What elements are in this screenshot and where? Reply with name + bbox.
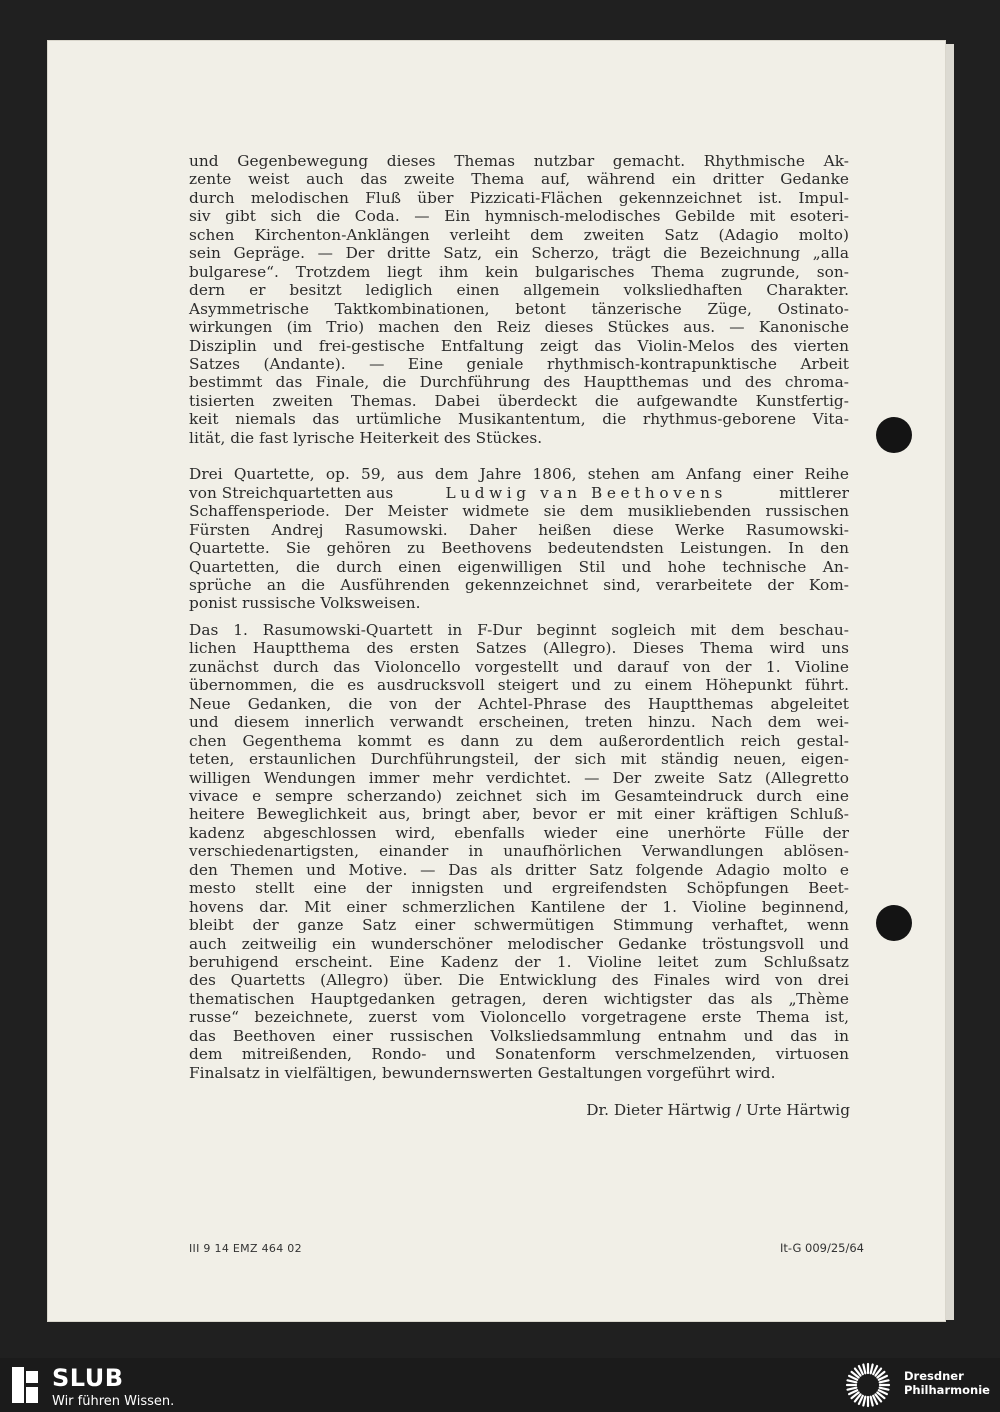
print-code-right: It-G 009/25/64	[779, 1241, 864, 1255]
text-line: sein Gepräge. — Der dritte Satz, ein Scherzo, trägt die Bezeichnung „alla	[189, 244, 849, 263]
punch-hole-bottom	[876, 905, 912, 941]
paragraph-1	[189, 152, 849, 447]
text-line: russe“ bezeichnete, zuerst vom Violoncello vorgetragene erste Thema ist,	[189, 1008, 849, 1027]
text-line: Schaffensperiode. Der Meister widmete sie dem musikliebenden russischen	[189, 502, 849, 521]
text-line: lichen Hauptthema des ersten Satzes (Allegro). Dieses Thema wird uns	[189, 639, 849, 658]
text-line: Fürsten Andrej Rasumowski. Daher heißen diese Werke Rasumowski-	[189, 520, 849, 539]
logo-ray	[880, 1388, 889, 1390]
text-line: Disziplin und frei-gestische Entfaltung zeigt das Violin-Melos des vierten	[189, 336, 849, 355]
text-line: des Quartetts (Allegro) über. Die Entwicklung des Finales wird von drei	[189, 971, 849, 990]
text-line: Neue Gedanken, die von der Achtel-Phrase des Hauptthemas abgeleitet	[189, 694, 849, 713]
text-line: das Beethoven einer russischen Volksliedsammlung entnahm und das in	[189, 1026, 849, 1045]
text-line: siv gibt sich die Coda. — Ein hymnisch-melodisches Gebilde mit esoteri-	[189, 207, 849, 226]
logo-ray	[848, 1388, 857, 1390]
text-line: Quartetten, die durch einen eigenwilligen Stil und hohe technische An-	[189, 557, 849, 576]
philharmonie-name-line-2: Philharmonie	[904, 1383, 990, 1397]
paragraph-3	[189, 621, 849, 1082]
text-line: dem mitreißenden, Rondo- und Sonatenform verschmelzenden, virtuosen	[189, 1045, 849, 1064]
text-line: bestimmt das Finale, die Durchführung des Hauptthemas und des chroma-	[189, 373, 849, 392]
logo-ray	[848, 1380, 857, 1382]
text-line: keit niemals das urtümliche Musikantentum, die rhythmus-geborene Vita-	[189, 410, 849, 429]
text-line: kadenz abgeschlossen wird, ebenfalls wieder eine unerhörte Fülle der	[189, 823, 849, 842]
text-line: tisierten zweiten Themas. Dabei überdeckt die aufgewandte Kunstfertig-	[189, 391, 849, 410]
footer-bar	[0, 1358, 1000, 1412]
text-line: vivace e sempre scherzando) zeichnet sich im Gesamteindruck durch eine	[189, 786, 849, 805]
paragraph-2-line: Drei Quartette, op. 59, aus dem Jahre 1806, stehen am Anfang einer Reihe	[189, 465, 849, 484]
logo-ray	[863, 1365, 865, 1374]
text-line: Finalsatz in vielfältigen, bewundernswerten Gestaltungen vorgeführt wird.	[189, 1063, 776, 1082]
text-line: Asymmetrische Taktkombinationen, betont tänzerische Züge, Ostinato-	[189, 299, 849, 318]
logo-ray	[880, 1380, 889, 1382]
text-line: bulgarese“. Trotzdem liegt ihm kein bulgarisches Thema zugrunde, son-	[189, 262, 849, 281]
text-line: Das 1. Rasumowski-Quartett in F-Dur beginnt sogleich mit dem beschau-	[189, 620, 849, 639]
text-line: teten, erstaunlichen Durchführungsteil, der sich mit ständig neuen, eigen-	[189, 750, 849, 769]
text-line: durch melodischen Fluß über Pizzicati-Flächen gekennzeichnet ist. Impul-	[189, 188, 849, 207]
author-signature: Dr. Dieter Härtwig / Urte Härtwig	[586, 1101, 850, 1119]
article-body	[189, 152, 849, 1082]
text-line: dern er besitzt lediglich einen allgemein volksliedhaften Charakter.	[189, 281, 849, 300]
logo-ray	[871, 1397, 873, 1406]
paragraph-2-line-end: mittlerer	[774, 483, 849, 502]
text-line: chen Gegenthema kommt es dann zu dem außerordentlich reich gestal-	[189, 731, 849, 750]
text-line: schen Kirchenton-Anklängen verleiht dem zweiten Satz (Adagio molto)	[189, 225, 849, 244]
philharmonie-name-line-1: Dresdner	[904, 1369, 964, 1383]
philharmonie-name	[904, 1369, 990, 1397]
paragraph-2-line-start: von Streichquartetten aus	[189, 483, 399, 502]
text-line: mesto stellt eine der innigsten und ergreifendsten Schöpfungen Beet-	[189, 879, 849, 898]
text-line: sprüche an die Ausführenden gekennzeichnet sind, verarbeitete der Kom-	[189, 575, 849, 594]
paragraph-2-line	[189, 484, 849, 502]
slub-tagline: Wir führen Wissen.	[52, 1394, 175, 1409]
paragraph-2-rest	[189, 502, 849, 613]
text-line: den Themen und Motive. — Das als dritter Satz folgende Adagio molto e	[189, 860, 849, 879]
text-line: willigen Wendungen immer mehr verdichtet. — Der zweite Satz (Allegretto	[189, 768, 849, 787]
text-line: bleibt der ganze Satz einer schwermütigen Stimmung verhaftet, wenn	[189, 916, 849, 935]
text-line: Quartette. Sie gehören zu Beethovens bedeutendsten Leistungen. In den	[189, 539, 849, 558]
text-line: Satzes (Andante). — Eine geniale rhythmisch-kontrapunktische Arbeit	[189, 354, 849, 373]
slub-name: SLUB	[52, 1364, 124, 1392]
paragraph-2	[189, 465, 849, 613]
text-line: zente weist auch das zweite Thema auf, während ein dritter Gedanke	[189, 170, 849, 189]
text-line: lität, die fast lyrische Heiterkeit des Stückes.	[189, 428, 543, 447]
text-line: auch zeitweilig ein wunderschöner melodischer Gedanke tröstungsvoll und	[189, 934, 849, 953]
text-line: zunächst durch das Violoncello vorgestellt und darauf von der 1. Violine	[189, 657, 849, 676]
punch-hole-top	[876, 417, 912, 453]
text-line: und Gegenbewegung dieses Themas nutzbar gemacht. Rhythmische Ak-	[189, 152, 849, 170]
slub-logo-icon	[12, 1367, 42, 1403]
text-line: übernommen, die es ausdrucksvoll steigert und zu einem Höhepunkt führt.	[189, 676, 849, 695]
text-line: ponist russische Volksweisen.	[189, 594, 421, 613]
logo-ray	[863, 1397, 865, 1406]
text-line: beruhigend erscheint. Eine Kadenz der 1. Violine leitet zum Schlußsatz	[189, 953, 849, 972]
text-line: wirkungen (im Trio) machen den Reiz dieses Stückes aus. — Kanonische	[189, 318, 849, 337]
text-line: heitere Beweglichkeit aus, bringt aber, bevor er mit einer kräftigen Schluß-	[189, 805, 849, 824]
philharmonie-logo-icon	[840, 1361, 896, 1409]
text-line: thematischen Hauptgedanken getragen, deren wichtigster das als „Thème	[189, 989, 849, 1008]
text-line: hovens dar. Mit einer schmerzlichen Kantilene der 1. Violine beginnend,	[189, 897, 849, 916]
print-code-left: III 9 14 EMZ 464 02	[189, 1242, 302, 1255]
text-line: verschiedenartigsten, einander in unaufhörlichen Verwandlungen ablösen-	[189, 842, 849, 861]
text-line: und diesem innerlich verwandt erscheinen, treten hinzu. Nach dem wei-	[189, 713, 849, 732]
logo-ray	[871, 1365, 873, 1374]
composer-name: Ludwig van Beethovens	[445, 483, 727, 502]
paper-edge	[946, 44, 954, 1320]
